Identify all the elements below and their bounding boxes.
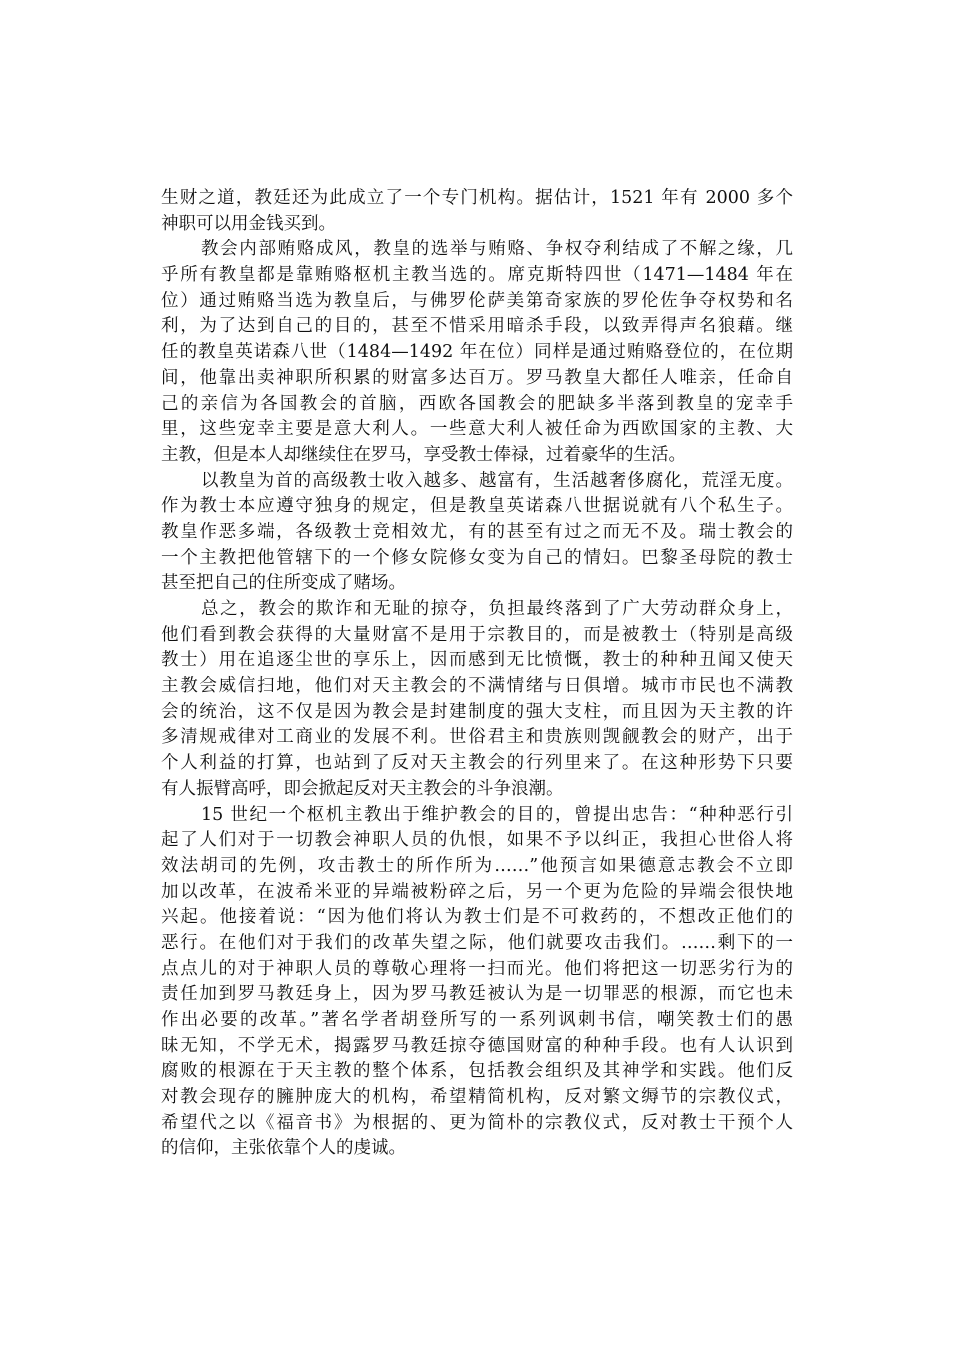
text-line: 对教会现存的臃肿庞大的机构，希望精简机构，反对繁文缛节的宗教仪式， [161, 1087, 793, 1108]
text-line: 恶行。在他们对于我们的改革失望之际，他们就要攻击我们。……剩下的一 [161, 932, 793, 953]
text-line: 有人振臂高呼，即会掀起反对天主教会的斗争浪潮。 [161, 778, 564, 799]
text-line: 腐败的根源在于天主教的整个体系，包括教会组织及其神学和实践。他们反 [161, 1061, 793, 1082]
text-line: 他们看到教会获得的大量财富不是用于宗教目的，而是被教士（特别是高级 [161, 624, 793, 645]
text-line: 多清规戒律对工商业的发展不利。世俗君主和贵族则觊觎教会的财产，出于 [161, 727, 793, 748]
text-line: 兴起。他接着说：“因为他们将认为教士们是不可救药的，不想改正他们的 [161, 907, 793, 928]
text-line: 主教，但是本人却继续住在罗马，享受教士俸禄，过着豪华的生活。 [161, 444, 686, 465]
text-line: 作出必要的改革。”著名学者胡登所写的一系列讽刺书信，嘲笑教士们的愚 [161, 1010, 793, 1030]
text-line: 间，他靠出卖神职所积累的财富多达百万。罗马教皇大都任人唯亲，任命自 [161, 367, 793, 388]
text-line: 甚至把自己的住所变成了赌场。 [161, 573, 406, 594]
text-line: 己的亲信为各国教会的首脑，西欧各国教会的肥缺多半落到教皇的宠幸手 [161, 393, 793, 414]
text-line: 一个主教把他管辖下的一个修女院修女变为自己的情妇。巴黎圣母院的教士 [161, 547, 793, 568]
text-line: 教士）用在追逐尘世的享乐上，因而感到无比愤慨，教士的种种丑闻又使天 [161, 650, 793, 671]
text-line: 起了人们对于一切教会神职人员的仇恨，如果不予以纠正，我担心世俗人将 [161, 830, 793, 851]
text-line: 总之，教会的欺诈和无耻的掠夺，负担最终落到了广大劳动群众身上， [201, 599, 793, 619]
text-line: 生财之道，教廷还为此成立了一个专门机构。据估计，1521 年有 2000 多个 [161, 188, 793, 208]
text-line: 会的统治，这不仅是因为教会是封建制度的强大支柱，而且因为天主教的许 [161, 701, 793, 722]
text-line: 利，为了达到自己的目的，甚至不惜采用暗杀手段，以致弄得声名狼藉。继 [161, 316, 793, 337]
text-line: 主教会威信扫地，他们对天主教会的不满情绪与日俱增。城市市民也不满教 [161, 676, 793, 697]
text-line: 希望代之以《福音书》为根据的、更为简朴的宗教仪式，反对教士干预个人 [161, 1112, 793, 1133]
text-line: 15 世纪一个枢机主教出于维护教会的目的，曾提出忠告：“种种恶行引 [201, 804, 793, 825]
text-line: 昧无知，不学无术，揭露罗马教廷掠夺德国财富的种种手段。也有人认识到 [161, 1035, 793, 1056]
text-line: 教会内部贿赂成风，教皇的选举与贿赂、争权夺利结成了不解之缘，几 [201, 239, 793, 260]
text-line: 神职可以用金钱买到。 [161, 213, 336, 234]
text-line: 效法胡司的先例，攻击教士的所作所为……”他预言如果德意志教会不立即 [161, 855, 793, 876]
body-text [161, 186, 793, 1162]
text-line: 的信仰，主张依靠个人的虔诚。 [161, 1138, 406, 1159]
text-line: 任的教皇英诺森八世（1484—1492 年在位）同样是通过贿赂登位的，在位期 [161, 342, 793, 363]
text-line: 乎所有教皇都是靠贿赂枢机主教当选的。席克斯特四世（1471—1484 年在 [161, 265, 793, 286]
text-line: 加以改革，在波希米亚的异端被粉碎之后，另一个更为危险的异端会很快地 [161, 881, 793, 902]
text-line: 里，这些宠幸主要是意大利人。一些意大利人被任命为西欧国家的主教、大 [161, 419, 793, 440]
text-line: 以教皇为首的高级教士收入越多、越富有，生活越奢侈腐化，荒淫无度。 [201, 470, 793, 491]
text-line: 个人利益的打算，也站到了反对天主教会的行列里来了。在这种形势下只要 [161, 753, 793, 774]
text-line: 教皇作恶多端，各级教士竞相效尤，有的甚至有过之而无不及。瑞士教会的 [161, 521, 793, 542]
text-line: 点点儿的对于神职人员的尊敬心理将一扫而光。他们将把这一切恶劣行为的 [161, 958, 793, 979]
text-line: 位）通过贿赂当选为教皇后，与佛罗伦萨美第奇家族的罗伦佐争夺权势和名 [161, 290, 793, 311]
text-line: 作为教士本应遵守独身的规定，但是教皇英诺森八世据说就有八个私生子。 [161, 496, 793, 517]
text-line: 责任加到罗马教廷身上，因为罗马教廷被认为是一切罪恶的根源，而它也未 [161, 984, 793, 1005]
